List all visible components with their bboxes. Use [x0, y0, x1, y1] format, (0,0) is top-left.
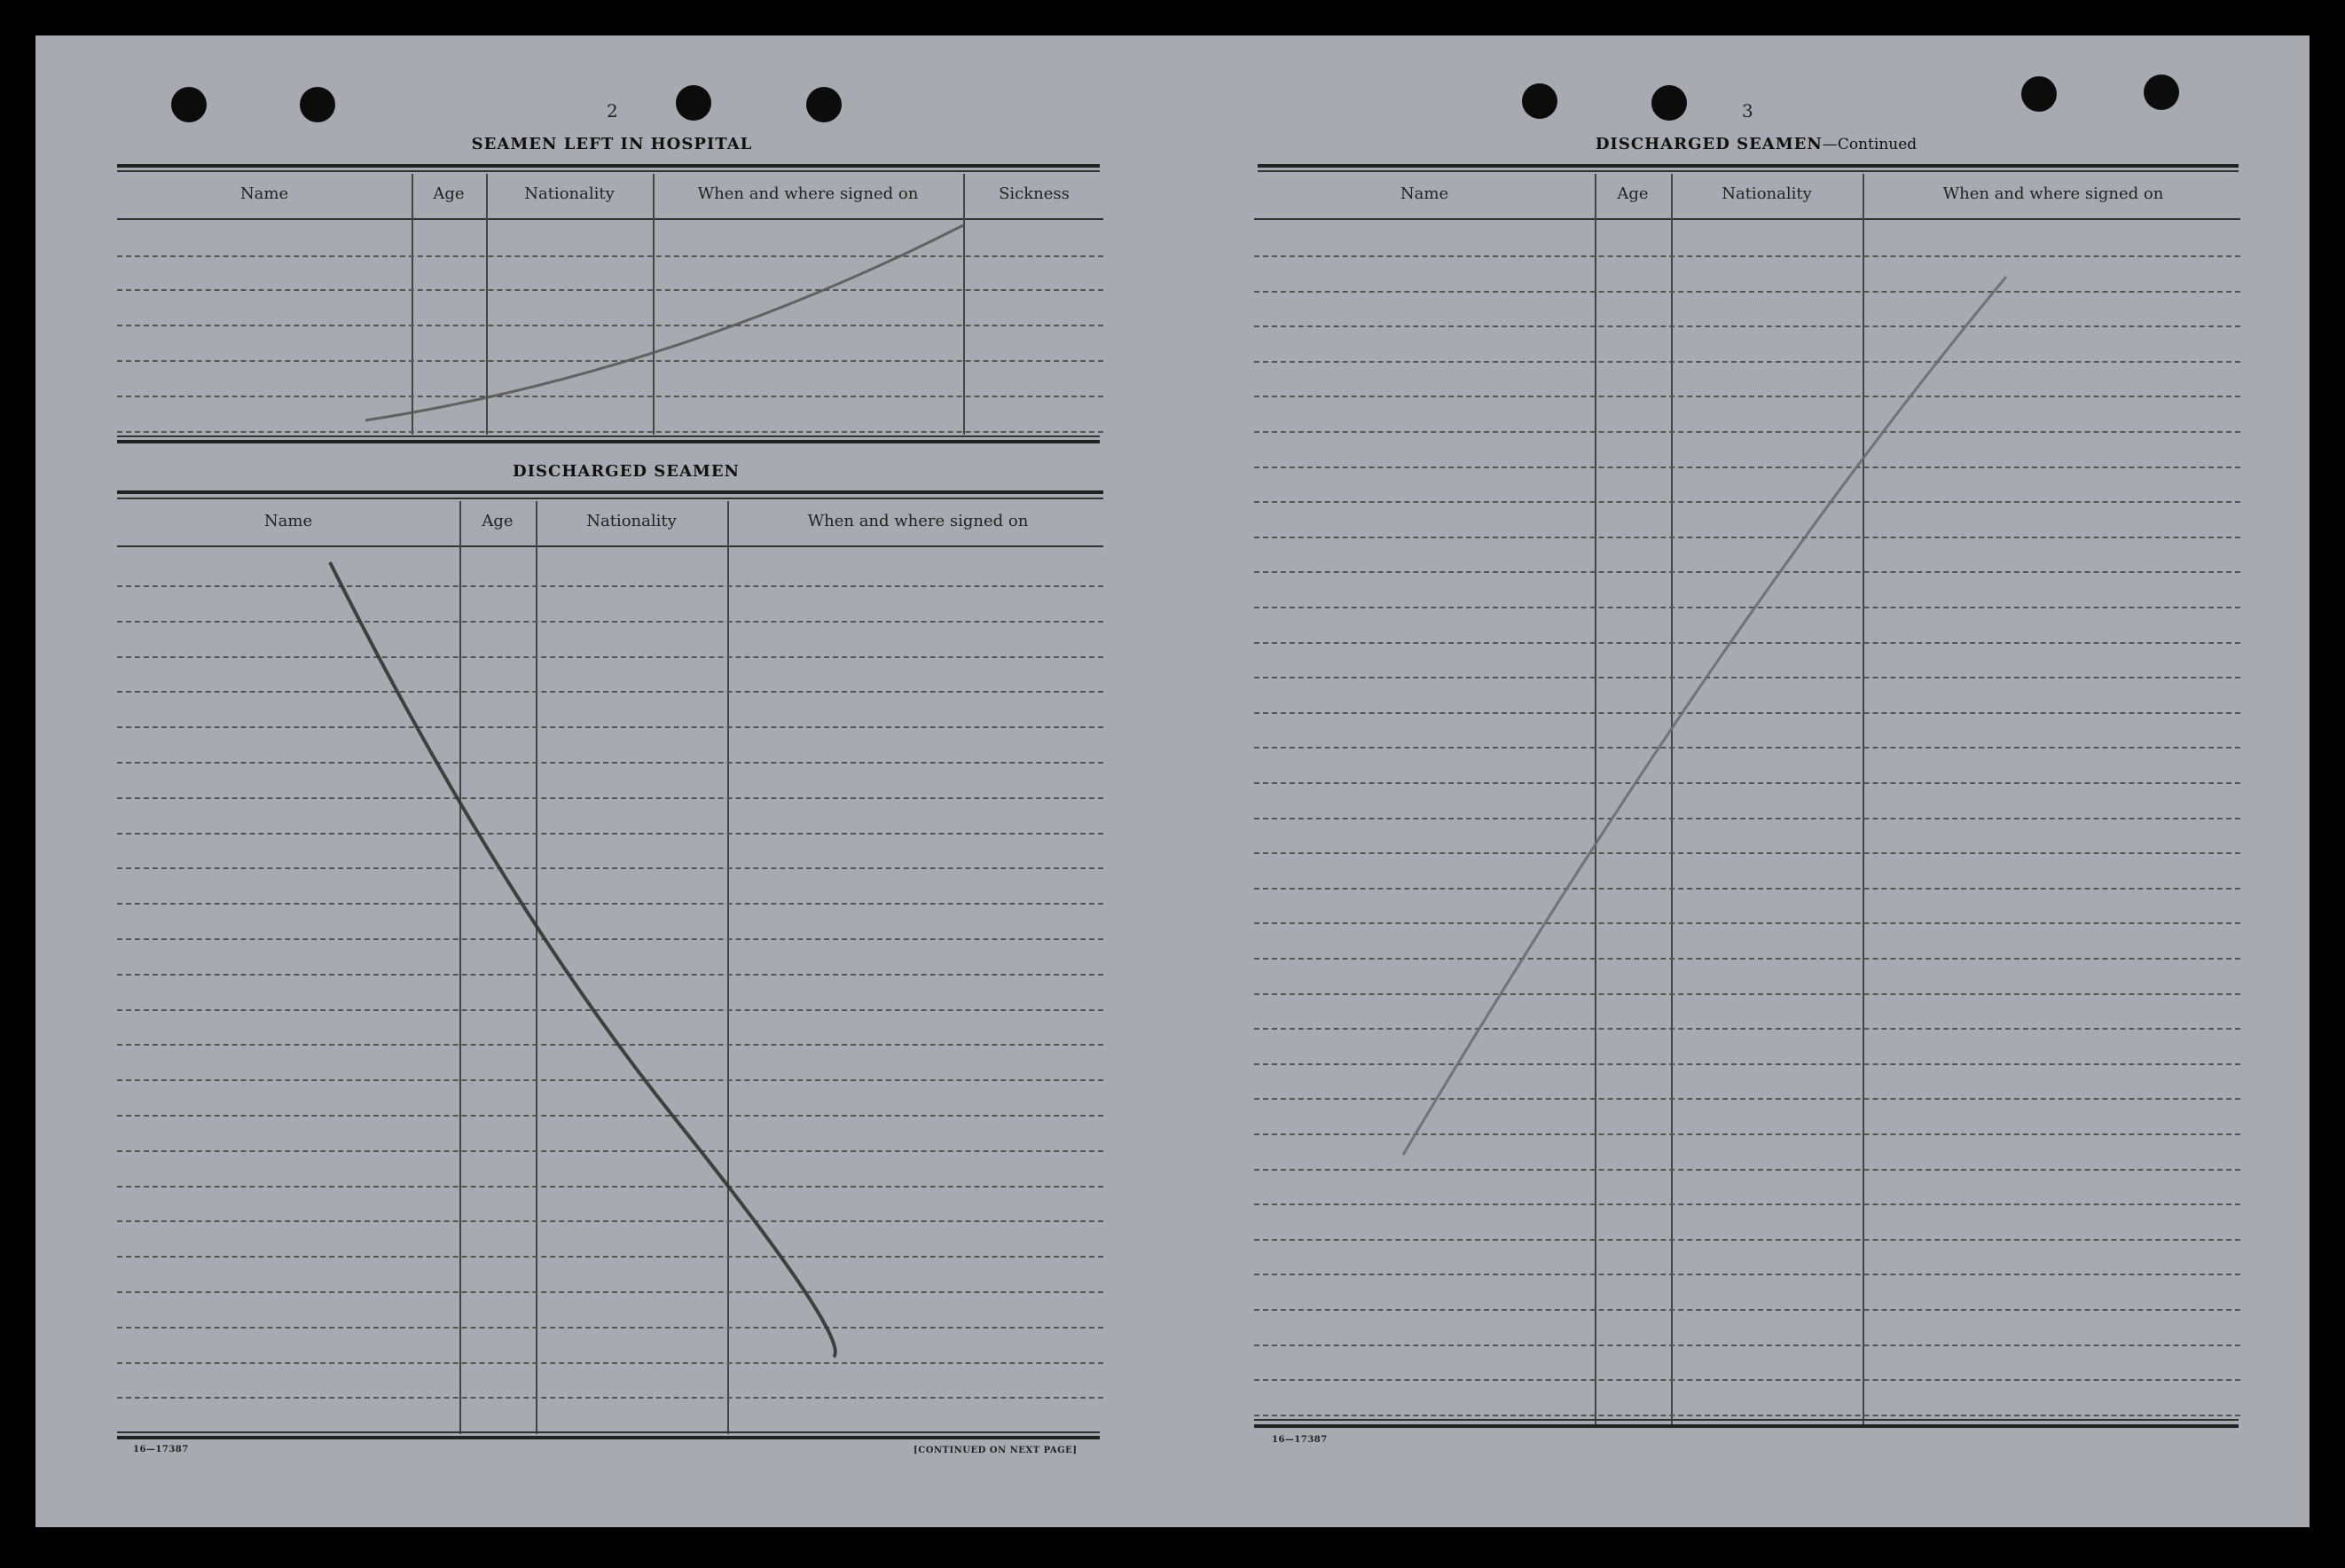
discharged-col-signed-on: When and where signed on — [807, 512, 1029, 530]
right-col-signed-on: When and where signed on — [1942, 184, 2164, 203]
right-col-age: Age — [1617, 184, 1649, 203]
hospital-col-nationality: Nationality — [524, 184, 615, 203]
hospital-col-age: Age — [433, 184, 465, 203]
page-number-right: 3 — [1742, 100, 1753, 122]
form-number-right: 16—17387 — [1272, 1435, 1328, 1445]
discharged-col-age: Age — [482, 512, 514, 530]
form-number-left: 16—17387 — [133, 1445, 189, 1454]
cancel-stroke-discharged — [330, 562, 835, 1357]
right-col-name: Name — [1400, 184, 1449, 203]
right-section-title-suffix: —Continued — [1822, 136, 1918, 153]
hospital-section-title: SEAMEN LEFT IN HOSPITAL — [471, 135, 753, 153]
hospital-col-name: Name — [239, 184, 289, 203]
continued-note: [CONTINUED ON NEXT PAGE] — [914, 1446, 1078, 1455]
page-number-left: 2 — [607, 100, 618, 122]
right-col-nationality: Nationality — [1721, 184, 1812, 203]
discharged-col-name: Name — [263, 512, 313, 530]
discharged-section-title: DISCHARGED SEAMEN — [512, 462, 741, 481]
hospital-col-signed-on: When and where signed on — [697, 184, 919, 203]
right-section-title-text: DISCHARGED SEAMEN — [1595, 135, 1823, 153]
hospital-col-sickness: Sickness — [999, 184, 1070, 203]
cancel-stroke-hospital — [365, 225, 963, 420]
cancel-stroke-right — [1403, 277, 2006, 1155]
discharged-col-nationality: Nationality — [586, 512, 677, 530]
